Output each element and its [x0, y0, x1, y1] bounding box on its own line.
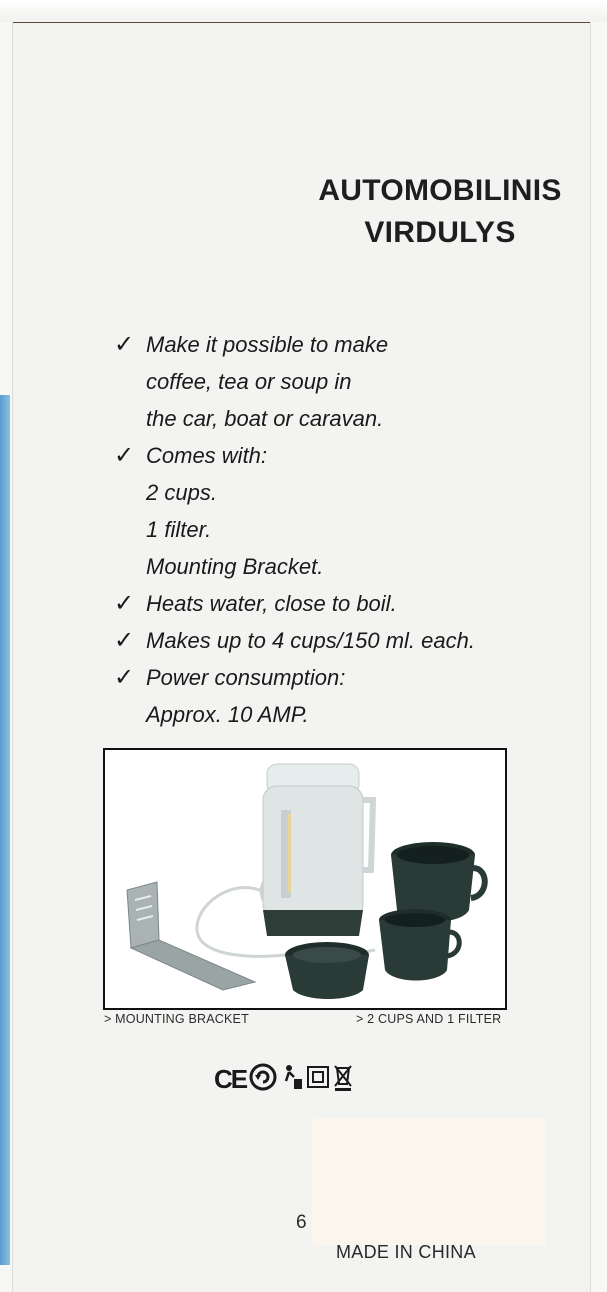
product-photo: [103, 748, 507, 1010]
feature-line: Mounting Bracket.: [146, 554, 324, 579]
product-title-line-1: AUTOMOBILINIS: [318, 174, 562, 207]
product-title-line-2: VIRDULYS: [364, 216, 516, 249]
made-in-label: MADE IN CHINA: [336, 1242, 476, 1262]
feature-line: 1 filter.: [146, 517, 212, 542]
feature-line: the car, boat or caravan.: [146, 406, 384, 431]
feature-line: coffee, tea or soup in: [146, 369, 352, 394]
check-icon: ✓: [114, 331, 135, 358]
ce-mark-icon: CE: [214, 1063, 247, 1094]
label-sticker: [312, 1118, 546, 1246]
photo-caption-cups: > 2 CUPS AND 1 FILTER: [356, 1012, 502, 1026]
weee-bin-icon: [332, 1062, 354, 1097]
cup-image: [379, 909, 459, 981]
kettle-image: [263, 764, 373, 936]
tidyman-icon: [280, 1063, 304, 1096]
feature-list: [112, 326, 582, 733]
recycle-icon: [249, 1063, 277, 1096]
check-icon: ✓: [114, 627, 135, 654]
feature-item-contents: [112, 437, 582, 585]
photo-caption-bracket: > MOUNTING BRACKET: [104, 1012, 249, 1026]
box-right-edge: [590, 22, 607, 1292]
feature-line: Heats water, close to boil.: [146, 591, 397, 616]
product-illustration: [105, 750, 505, 1008]
filter-image: [285, 942, 369, 999]
feature-line: Make it possible to make: [146, 332, 389, 357]
feature-line: Comes with:: [146, 443, 268, 468]
feature-item-heating: [112, 585, 582, 622]
box-side-blue-stripe: [0, 395, 10, 1265]
feature-line: Makes up to 4 cups/150 ml. each.: [146, 628, 475, 653]
check-icon: ✓: [114, 590, 135, 617]
product-code-partial: 6: [296, 1212, 307, 1233]
check-icon: ✓: [114, 442, 135, 469]
feature-item-use: [112, 326, 582, 437]
box-top-edge: [0, 0, 607, 23]
mounting-bracket-image: [127, 882, 255, 990]
feature-line: Approx. 10 AMP.: [146, 702, 309, 727]
compliance-symbols: [214, 1062, 354, 1096]
feature-item-power: [112, 659, 582, 733]
check-icon: ✓: [114, 664, 135, 691]
product-title: [290, 170, 590, 254]
feature-item-capacity: [112, 622, 582, 659]
double-insulation-icon: [307, 1066, 329, 1093]
feature-line: 2 cups.: [146, 480, 217, 505]
feature-line: Power consumption:: [146, 665, 346, 690]
